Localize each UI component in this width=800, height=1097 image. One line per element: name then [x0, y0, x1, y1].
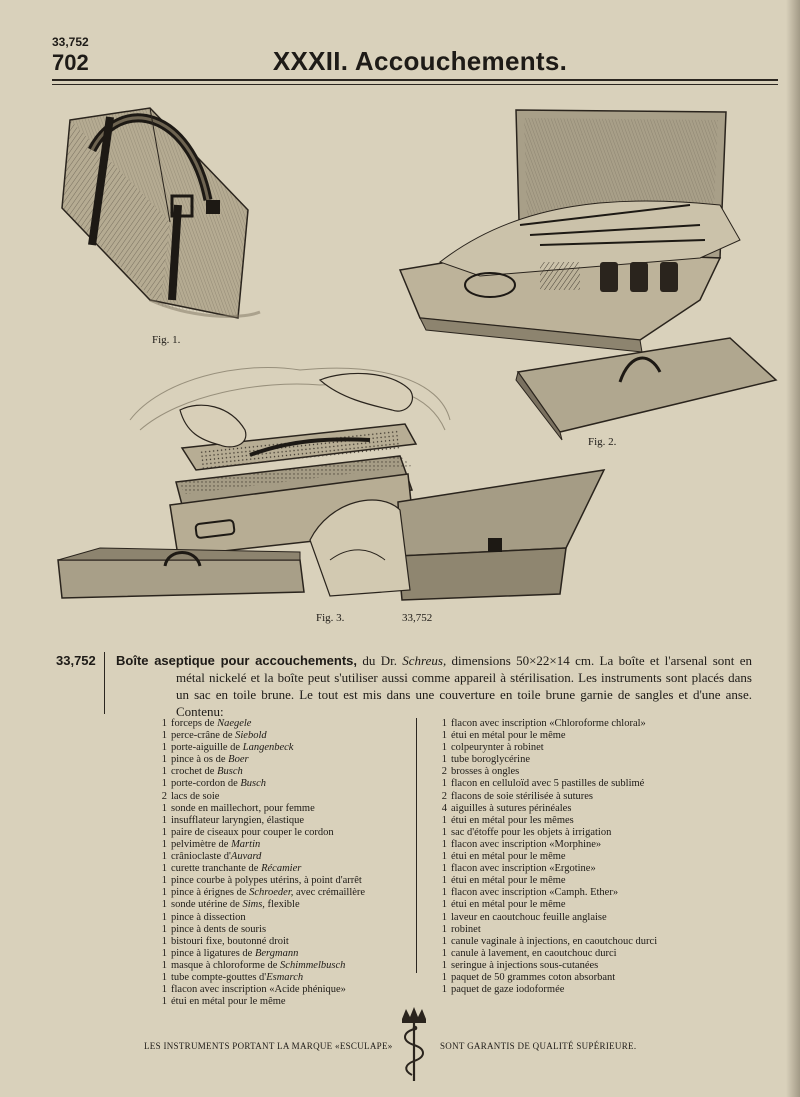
- contents-item: [438, 839, 738, 851]
- article-divider: [104, 652, 105, 714]
- contents-item: [438, 960, 738, 972]
- item-quantity: 1: [161, 984, 167, 996]
- contents-item: [158, 936, 408, 948]
- contents-item: [158, 827, 408, 839]
- contents-item: [438, 899, 738, 911]
- item-suffix: avec crémaillère: [293, 887, 366, 899]
- item-text: pelvimètre de: [171, 838, 232, 850]
- item-text: étui en métal pour les mêmes: [451, 814, 574, 826]
- item-quantity: 1: [161, 911, 167, 923]
- item-quantity: 1: [441, 814, 447, 826]
- contents-item: [158, 803, 408, 815]
- contents-item: [438, 803, 738, 815]
- footer-left-text: LES INSTRUMENTS PORTANT LA MARQUE «ESCULAPE»: [144, 1041, 393, 1051]
- figure-1-bag-drawing: [62, 108, 260, 318]
- item-quantity: 1: [161, 778, 167, 790]
- item-text: aiguilles à sutures périnéales: [451, 802, 572, 814]
- item-eponym: Récamier: [261, 863, 302, 875]
- item-quantity: 1: [161, 766, 167, 778]
- contents-item: [158, 839, 408, 851]
- item-text: étui en métal pour le même: [451, 851, 566, 863]
- item-quantity: 1: [161, 802, 167, 814]
- contents-item: [158, 778, 408, 790]
- item-quantity: 1: [441, 742, 447, 754]
- contents-item: [438, 851, 738, 863]
- item-eponym: Martin: [231, 838, 261, 850]
- article-title: Boîte aseptique pour accouchements,: [116, 653, 358, 668]
- item-quantity: 2: [441, 766, 447, 778]
- figure-2-box-drawing: [400, 110, 776, 440]
- item-quantity: 1: [441, 718, 447, 729]
- contents-item: [438, 742, 738, 754]
- item-quantity: 1: [441, 863, 447, 875]
- item-quantity: 2: [441, 790, 447, 802]
- contents-item: [158, 730, 408, 742]
- item-quantity: 1: [441, 899, 447, 911]
- contents-item: [438, 778, 738, 790]
- item-quantity: 1: [441, 923, 447, 935]
- footer-right-text: SONT GARANTIS DE QUALITÉ SUPÉRIEURE.: [440, 1041, 637, 1051]
- item-quantity: 1: [441, 838, 447, 850]
- item-text: brosses à ongles: [451, 766, 520, 778]
- item-quantity: 1: [441, 971, 447, 983]
- contents-item: [438, 887, 738, 899]
- item-text: pince à dissection: [171, 911, 246, 923]
- item-text: pince à dents de souris: [171, 923, 267, 935]
- item-text: robinet: [451, 923, 481, 935]
- contents-item: [438, 948, 738, 960]
- item-quantity: 1: [161, 971, 167, 983]
- contents-item: [158, 815, 408, 827]
- item-text: flacon avec inscription «Acide phénique»: [171, 984, 346, 996]
- item-eponym: Schimmelbusch: [280, 959, 346, 971]
- contents-item: [158, 960, 408, 972]
- item-quantity: 1: [161, 996, 167, 1008]
- item-text: insufflateur laryngien, élastique: [171, 814, 305, 826]
- item-text: tube boroglycérine: [451, 754, 531, 766]
- contents-item: [438, 912, 738, 924]
- item-text: canule vaginale à injections, en caoutchouc durci: [451, 935, 658, 947]
- contents-item: [158, 972, 408, 984]
- item-quantity: 1: [161, 935, 167, 947]
- item-quantity: 1: [161, 754, 167, 766]
- article-code: 33,752: [56, 653, 96, 668]
- contents-item: [158, 863, 408, 875]
- item-quantity: 1: [161, 887, 167, 899]
- contents-item: [158, 924, 408, 936]
- contents-item: [158, 875, 408, 887]
- item-text: lacs de soie: [171, 790, 220, 802]
- item-text: pince courbe à polypes utérins, à point d'arrêt: [171, 875, 362, 887]
- esculape-emblem: [396, 1005, 432, 1083]
- item-quantity: 1: [441, 947, 447, 959]
- item-quantity: 1: [161, 826, 167, 838]
- item-quantity: 1: [441, 911, 447, 923]
- item-quantity: 1: [441, 935, 447, 947]
- item-eponym: Busch: [217, 766, 243, 778]
- contents-list-right: [438, 718, 738, 996]
- contents-item: [438, 827, 738, 839]
- contents-item: [438, 718, 738, 730]
- item-quantity: 1: [441, 984, 447, 996]
- contents-item: [158, 718, 408, 730]
- item-suffix: flexible: [264, 899, 300, 911]
- item-quantity: 1: [161, 730, 167, 742]
- item-text: pince à os de: [171, 754, 229, 766]
- item-text: étui en métal pour le même: [451, 730, 566, 742]
- item-eponym: Busch: [240, 778, 267, 790]
- item-text: paire de ciseaux pour couper le cordon: [171, 826, 334, 838]
- item-text: crânioclaste d': [171, 851, 231, 863]
- item-text: flacon en celluloïd avec 5 pastilles de sublimé: [451, 778, 645, 790]
- item-quantity: 1: [441, 875, 447, 887]
- item-text: pince à ligatures de: [171, 947, 255, 959]
- item-text: étui en métal pour le même: [451, 899, 566, 911]
- item-text: porte-cordon de: [171, 778, 241, 790]
- item-quantity: 1: [441, 730, 447, 742]
- item-text: pince à érignes de: [171, 887, 250, 899]
- contents-item: [158, 766, 408, 778]
- item-text: étui en métal pour le même: [451, 875, 566, 887]
- item-quantity: 1: [161, 959, 167, 971]
- item-text: crochet de: [171, 766, 218, 778]
- figure-3-sterilizer-drawing: [58, 367, 604, 600]
- item-quantity: 1: [441, 887, 447, 899]
- item-quantity: 1: [161, 742, 167, 754]
- contents-item: [438, 936, 738, 948]
- item-quantity: 1: [161, 875, 167, 887]
- item-quantity: 1: [161, 851, 167, 863]
- contents-item: [438, 984, 738, 996]
- contents-item: [438, 875, 738, 887]
- contents-list-left: [158, 718, 408, 1008]
- item-quantity: 1: [441, 959, 447, 971]
- item-eponym: Bergmann: [254, 947, 299, 959]
- contents-item: [158, 984, 408, 996]
- item-quantity: 1: [441, 851, 447, 863]
- item-text: laveur en caoutchouc feuille anglaise: [451, 911, 607, 923]
- item-text: masque à chloroforme de: [171, 959, 281, 971]
- item-quantity: 1: [441, 778, 447, 790]
- item-text: paquet de gaze iodoformée: [451, 984, 565, 996]
- item-quantity: 1: [161, 923, 167, 935]
- item-quantity: 1: [161, 814, 167, 826]
- contents-item: [438, 863, 738, 875]
- contents-item: [438, 924, 738, 936]
- item-quantity: 4: [441, 802, 447, 814]
- contents-item: [158, 899, 408, 911]
- item-text: porte-aiguille de: [171, 742, 243, 754]
- contents-item: [158, 948, 408, 960]
- contents-item: [158, 742, 408, 754]
- item-quantity: 1: [161, 838, 167, 850]
- item-text: flacon avec inscription «Morphine»: [451, 838, 602, 850]
- item-eponym: Auvard: [230, 851, 262, 863]
- item-eponym: Boer: [228, 754, 249, 766]
- item-text: tube compte-gouttes d': [171, 971, 267, 983]
- contents-item: [438, 754, 738, 766]
- item-eponym: Schroeder,: [249, 887, 294, 899]
- item-text: sonde en maillechort, pour femme: [171, 802, 315, 814]
- item-eponym: Langenbeck: [242, 742, 294, 754]
- item-quantity: 1: [161, 863, 167, 875]
- item-eponym: Naegele: [217, 718, 252, 729]
- contents-item: [438, 766, 738, 778]
- item-text: étui en métal pour le même: [171, 996, 286, 1008]
- contents-item: [438, 791, 738, 803]
- item-text: bistouri fixe, boutonné droit: [171, 935, 289, 947]
- item-eponym: Siebold: [235, 730, 267, 742]
- figure-1-caption: Fig. 1.: [152, 334, 181, 346]
- contents-item: [158, 791, 408, 803]
- contents-item: [158, 996, 408, 1008]
- item-eponym: Sims,: [242, 899, 265, 911]
- contents-item: [438, 730, 738, 742]
- article-text-1: du Dr.: [357, 653, 403, 668]
- article-description: [116, 652, 752, 720]
- contents-item: [158, 851, 408, 863]
- item-text: canule à lavement, en caoutchouc durci: [451, 947, 617, 959]
- contents-item: [158, 887, 408, 899]
- page-number: 702: [52, 50, 89, 75]
- contents-item: [158, 754, 408, 766]
- item-text: seringue à injections sous-cutanées: [451, 959, 599, 971]
- item-text: flacon avec inscription «Chloroforme chloral»: [451, 718, 646, 729]
- item-text: flacons de soie stérilisée à sutures: [451, 790, 593, 802]
- item-quantity: 2: [161, 790, 167, 802]
- item-quantity: 1: [161, 899, 167, 911]
- chapter-title: XXXII. Accouchements.: [272, 46, 568, 76]
- item-quantity: 1: [161, 947, 167, 959]
- contents-item: [438, 815, 738, 827]
- figure-3-caption: Fig. 3.: [316, 612, 345, 624]
- item-quantity: 1: [441, 826, 447, 838]
- item-text: colpeurynter à robinet: [451, 742, 544, 754]
- contents-column-divider: [416, 718, 417, 973]
- item-eponym: Esmarch: [266, 971, 304, 983]
- figure-2-caption: Fig. 2.: [588, 436, 617, 448]
- item-text: flacon avec inscription «Ergotine»: [451, 863, 596, 875]
- item-quantity: 1: [161, 718, 167, 729]
- item-text: perce-crâne de: [171, 730, 236, 742]
- article-text-2: dimensions 50×22×14 cm. La boîte et l'arsenal sont en métal nickelé et la boîte peut s'utiliser aussi comme appareil à stérilisation. Les instruments sont placés dans un sac en toile brune. Le tout est mis dans une couverture en toile brune garnie de sangles et d'une anse. Contenu:: [176, 653, 753, 719]
- article-doctor: Schreus,: [402, 653, 447, 668]
- figure-3-reference: 33,752: [402, 612, 433, 624]
- item-text: sac d'étoffe pour les objets à irrigation: [451, 826, 612, 838]
- item-text: paquet de 50 grammes coton absorbant: [451, 971, 616, 983]
- contents-item: [158, 912, 408, 924]
- item-quantity: 1: [441, 754, 447, 766]
- item-text: flacon avec inscription «Camph. Ether»: [451, 887, 619, 899]
- item-text: curette tranchante de: [171, 863, 262, 875]
- item-text: forceps de: [171, 718, 218, 729]
- contents-item: [438, 972, 738, 984]
- header-catalog-ref: 33,752: [52, 35, 89, 49]
- item-text: sonde utérine de: [171, 899, 243, 911]
